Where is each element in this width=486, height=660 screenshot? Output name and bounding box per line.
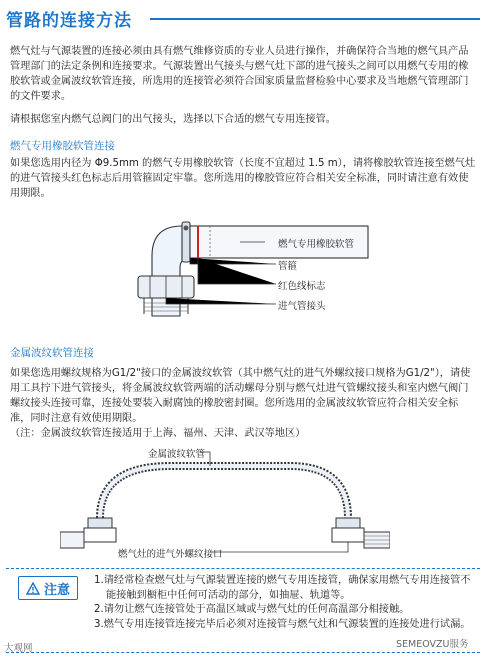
choose-paragraph: 请根据您室内燃气总阀门的出气接头，选择以下合适的燃气专用连接管。 (10, 114, 336, 125)
watermark-left: 大观网 (4, 643, 33, 654)
title-divider (150, 18, 480, 20)
page-title: 管路的连接方法 (6, 11, 132, 31)
rubber-paragraph: 如果您选用内径为 Φ9.5mm 的燃气专用橡胶软管（长度不宜超过 1.5 m），请将橡胶软管连接至燃气灶的进气管接头红色标志后用管箍固定牢靠。您所选用的橡胶管应符合相关安全标准，同时请注意有效使用期限。 (10, 158, 476, 199)
notice-item: 2.请勿让燃气连接管处于高温区域或与燃气灶的任何高温部分相接触。 (94, 604, 410, 615)
label-clamp: 管箍 (278, 261, 298, 272)
rubber-heading: 燃气专用橡胶软管连接 (10, 140, 115, 152)
notice-label: 注意 (43, 582, 70, 598)
watermark-right: SEMEOVZU服务 (396, 639, 469, 650)
notice-badge (18, 576, 78, 600)
warning-icon (26, 582, 40, 595)
label-rubber-hose: 燃气专用橡胶软管 (278, 239, 355, 250)
notice-item: 3.燃气专用连接管连接完毕后必须对连接管与燃气灶和气源装置的连接处进行试漏。 (94, 618, 471, 630)
notice-list (94, 574, 478, 632)
label-metal-hose: 金属波纹软管 (148, 449, 206, 460)
label-red-mark: 红色线标志 (278, 281, 326, 292)
metal-heading: 金属波纹软管连接 (10, 347, 94, 359)
notice-item: 1.请经常检查燃气灶与气源装置连接的燃气专用连接管，确保家用燃气专用连接管不能接触到橱柜中任何可活动的部分，如抽屉、轨道等。 (94, 575, 471, 601)
metal-paragraph: 如果您选用螺纹规格为G1/2"接口的金属波纹软管（其中燃气灶的进气外螺纹接口规格为G1/2"），请使用工具拧下进气管接头，将金属波纹软管两端的活动螺母分别与燃气灶进气管螺纹接头和室内燃气阀门螺纹接头连接可靠，连接处要装入耐腐蚀的橡胶密封圈。您所选用的金属波纹软管应符合相关安全标准，同时注意有效使用期限。 (10, 368, 471, 424)
metal-hose-diagram (60, 448, 390, 563)
label-inlet-joint: 进气管接头 (278, 301, 326, 312)
intro-paragraph: 燃气灶与气源装置的连接必须由具有燃气维修资质的专业人员进行操作，并确保符合当地的燃气具产品管理部门的法定条例和连接要求。气源装置出气接头与燃气灶下部的进气接头之间可以用燃气专用的橡胶软管或金属波纹软管连接，所选用的连接管必须符合国家质量监督检验中心要求及当地燃气管理部门的文件要求。 (10, 46, 469, 102)
notice-top-rule (6, 568, 480, 569)
label-outer-thread-inlet: 燃气灶的进气外螺纹接口 (118, 549, 223, 560)
notice-bottom-rule (6, 652, 480, 653)
metal-remark: （注：金属波纹软管连接适用于上海、福州、天津、武汉等地区） (10, 428, 306, 439)
rubber-hose-diagram (120, 206, 370, 321)
